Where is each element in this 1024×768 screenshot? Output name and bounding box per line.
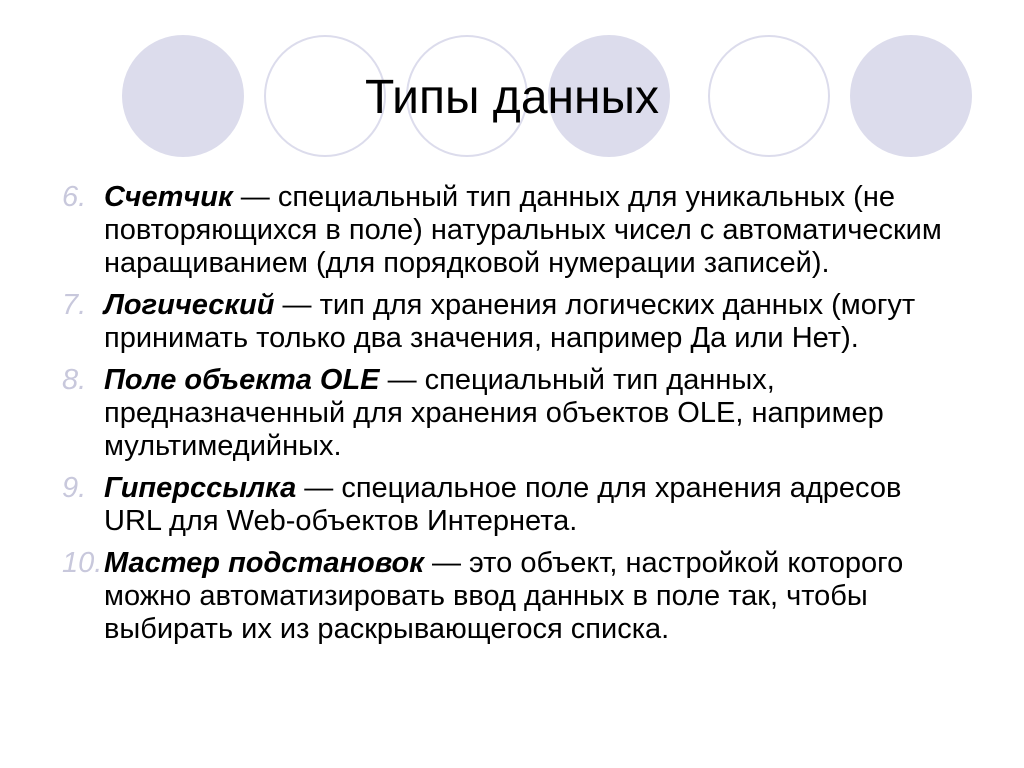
list-item bbox=[62, 547, 962, 646]
item-number: 9. bbox=[62, 472, 87, 504]
item-term: Счетчик bbox=[104, 181, 233, 213]
item-term: Мастер подстановок bbox=[104, 547, 424, 579]
item-description: — специальный тип данных, предназначенный для хранения объектов OLE, например мультимедийных. bbox=[104, 364, 884, 462]
item-number: 6. bbox=[62, 181, 87, 213]
item-number: 8. bbox=[62, 364, 87, 396]
list-item bbox=[62, 472, 962, 538]
item-description: — это объект, настройкой которого можно автоматизировать ввод данных в поле так, чтобы выбирать их из раскрывающегося списка. bbox=[104, 547, 904, 645]
item-term: Поле объекта OLE bbox=[104, 364, 380, 396]
item-description: — специальный тип данных для уникальных (не повторяющихся в поле) натуральных чисел с автоматическим наращиванием (для порядковой нумерации записей). bbox=[104, 181, 942, 279]
item-number: 7. bbox=[62, 289, 87, 321]
list-item bbox=[62, 181, 962, 280]
item-number: 10. bbox=[62, 547, 103, 579]
item-description: — специальное поле для хранения адресов URL для Web-объектов Интернета. bbox=[104, 472, 902, 537]
item-term: Логический bbox=[104, 289, 275, 321]
list-item bbox=[62, 289, 962, 355]
item-term: Гиперссылка bbox=[104, 472, 297, 504]
list-item bbox=[62, 364, 962, 463]
data-types-list bbox=[62, 181, 962, 655]
slide-title: Типы данных bbox=[364, 71, 660, 124]
item-description: — тип для хранения логических данных (могут принимать только два значения, например Да или Нет). bbox=[104, 289, 916, 354]
